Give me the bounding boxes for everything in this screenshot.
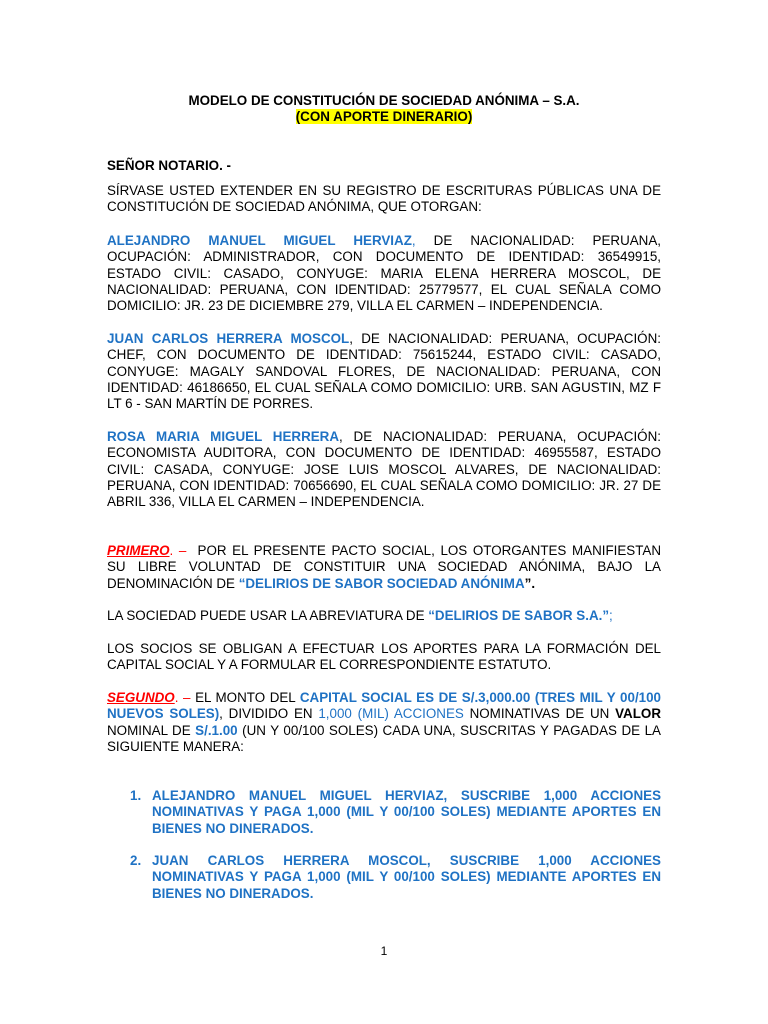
share-count: 1,000 (MIL) ACCIONES bbox=[318, 706, 464, 722]
grantor-details-3: DE NACIONALIDAD: PERUANA, OCUPACIÓN: ECONOMISTA AUDITORA, CON DOCUMENTO DE IDENTIDAD: 46955587, ESTADO CIVIL: CASADA, CONYUGE: JOSE LUIS MOSCOL ALVARES, DE NACIONALIDAD: PERUANA, CON IDENTIDAD: 70656690, EL CUAL SEÑALA COMO DOMICILIO: JR. 27 DE ABRIL 336, VILLA EL CARMEN – INDEPENDENCIA. bbox=[107, 429, 661, 510]
grantor-details-2: DE NACIONALIDAD: PERUANA, OCUPACIÓN: CHEF, CON DOCUMENTO DE IDENTIDAD: 75615244, ESTADO CIVIL: CASADO, CONYUGE: MAGALY SANDOVAL FLORES, DE NACIONALIDAD: PERUANA, CON IDENTIDAD: 46186650, EL CUAL SEÑALA COMO DOMICILIO: URB. SAN AGUSTIN, MZ F LT 6 - SAN MARTÍN DE PORRES. bbox=[107, 331, 661, 412]
grantor-paragraph-2: JUAN CARLOS HERRERA MOSCOL, DE NACIONALIDAD: PERUANA, OCUPACIÓN: CHEF, CON DOCUMENTO DE IDENTIDAD: 75615244, ESTADO CIVIL: CASADO, CONYUGE: MAGALY SANDOVAL FLORES, DE NACIONALIDAD: PERUANA, CON IDENTIDAD: 46186650, EL CUAL SEÑALA COMO DOMICILIO: URB. SAN AGUSTIN, MZ F LT 6 - SAN MARTÍN DE PORRES. bbox=[107, 331, 661, 412]
grantor-paragraph-1: ALEJANDRO MANUEL MIGUEL HERVIAZ, DE NACIONALIDAD: PERUANA, OCUPACIÓN: ADMINISTRADOR, CON DOCUMENTO DE IDENTIDAD: 36549915, ESTADO CIVIL: CASADO, CONYUGE: MARIA ELENA HERRERA MOSCOL, DE NACIONALIDAD: PERUANA, CON IDENTIDAD: 25779577, EL CUAL SEÑALA COMO DOMICILIO: JR. 23 DE DICIEMBRE 279, VILLA EL CARMEN – INDEPENDENCIA. bbox=[107, 233, 661, 314]
list-item-text: JUAN CARLOS HERRERA MOSCOL, SUSCRIBE 1,000 ACCIONES NOMINATIVAS Y PAGA 1,000 (MIL Y 00/100 SOLES) MEDIANTE APORTES EN BIENES NO DINERADOS. bbox=[152, 853, 661, 901]
capital-amount: CAPITAL SOCIAL ES DE S/.3,000.00 (TRES MIL Y 00/100 NUEVOS SOLES) bbox=[107, 690, 662, 722]
clause-segundo-label: SEGUNDO bbox=[107, 690, 175, 705]
page-number: 1 bbox=[380, 944, 388, 958]
list-item-number: 2. bbox=[130, 853, 142, 868]
clause-primero: PRIMERO. – POR EL PRESENTE PACTO SOCIAL, LOS OTORGANTES MANIFIESTAN SU LIBRE VOLUNTAD DE CONSTITUIR UNA SOCIEDAD ANÓNIMA, BAJO LA DENOMINACIÓN DE “DELIRIOS DE SABOR SOCIEDAD ANÓNIMA”. bbox=[107, 543, 665, 591]
abbreviation-paragraph: LA SOCIEDAD PUEDE USAR LA ABREVIATURA DE “DELIRIOS DE SABOR S.A.”; bbox=[107, 608, 613, 623]
list-item bbox=[130, 788, 661, 837]
company-abbreviation: “DELIRIOS DE SABOR S.A.” bbox=[428, 608, 610, 623]
grantor-paragraph-3: ROSA MARIA MIGUEL HERRERA, DE NACIONALIDAD: PERUANA, OCUPACIÓN: ECONOMISTA AUDITORA, CON DOCUMENTO DE IDENTIDAD: 46955587, ESTADO CIVIL: CASADA, CONYUGE: JOSE LUIS MOSCOL ALVARES, DE NACIONALIDAD: PERUANA, CON IDENTIDAD: 70656690, EL CUAL SEÑALA COMO DOMICILIO: JR. 27 DE ABRIL 336, VILLA EL CARMEN – INDEPENDENCIA. bbox=[107, 429, 661, 510]
document-title bbox=[0, 93, 768, 125]
salutation: SEÑOR NOTARIO. - bbox=[107, 158, 231, 173]
intro-paragraph: SÍRVASE USTED EXTENDER EN SU REGISTRO DE ESCRITURAS PÚBLICAS UNA DE CONSTITUCIÓN DE SOCIEDAD ANÓNIMA, QUE OTORGAN: bbox=[107, 183, 661, 215]
list-item-number: 1. bbox=[130, 788, 142, 803]
company-name: “DELIRIOS DE SABOR SOCIEDAD ANÓNIMA bbox=[238, 575, 525, 591]
clause-segundo: SEGUNDO. – EL MONTO DEL CAPITAL SOCIAL ES DE S/.3,000.00 (TRES MIL Y 00/100 NUEVOS SOLES), DIVIDIDO EN 1,000 (MIL) ACCIONES NOMINATIVAS DE UN VALOR NOMINAL DE S/.1.00 (UN Y 00/100 SOLES) CADA UNA, SUSCRITAS Y PAGADAS DE LA SIGUIENTE MANERA: bbox=[107, 690, 662, 754]
grantor-name-2: JUAN CARLOS HERRERA MOSCOL bbox=[107, 331, 350, 346]
clause-primero-label: PRIMERO bbox=[107, 543, 170, 558]
grantor-name-3: ROSA MARIA MIGUEL HERRERA bbox=[107, 429, 340, 444]
title-line-2-highlighted: (CON APORTE DINERARIO) bbox=[295, 109, 473, 124]
nominal-value: S/.1.00 bbox=[195, 722, 238, 738]
title-line-1: MODELO DE CONSTITUCIÓN DE SOCIEDAD ANÓNIMA – S.A. bbox=[188, 93, 580, 108]
grantor-details-1: DE NACIONALIDAD: PERUANA, OCUPACIÓN: ADMINISTRADOR, CON DOCUMENTO DE IDENTIDAD: 36549915, ESTADO CIVIL: CASADO, CONYUGE: MARIA ELENA HERRERA MOSCOL, DE NACIONALIDAD: PERUANA, CON IDENTIDAD: 25779577, EL CUAL SEÑALA COMO DOMICILIO: JR. 23 DE DICIEMBRE 279, VILLA EL CARMEN – INDEPENDENCIA. bbox=[107, 233, 661, 314]
list-item-text: ALEJANDRO MANUEL MIGUEL HERVIAZ, SUSCRIBE 1,000 ACCIONES NOMINATIVAS Y PAGA 1,000 (MIL Y 00/100 SOLES) MEDIANTE APORTES EN BIENES NO DINERADOS. bbox=[152, 788, 661, 836]
grantor-name-1: ALEJANDRO MANUEL MIGUEL HERVIAZ bbox=[107, 233, 412, 248]
list-item bbox=[130, 853, 661, 902]
obligation-paragraph: LOS SOCIOS SE OBLIGAN A EFECTUAR LOS APORTES PARA LA FORMACIÓN DEL CAPITAL SOCIAL Y A FORMULAR EL CORRESPONDIENTE ESTATUTO. bbox=[107, 641, 661, 673]
